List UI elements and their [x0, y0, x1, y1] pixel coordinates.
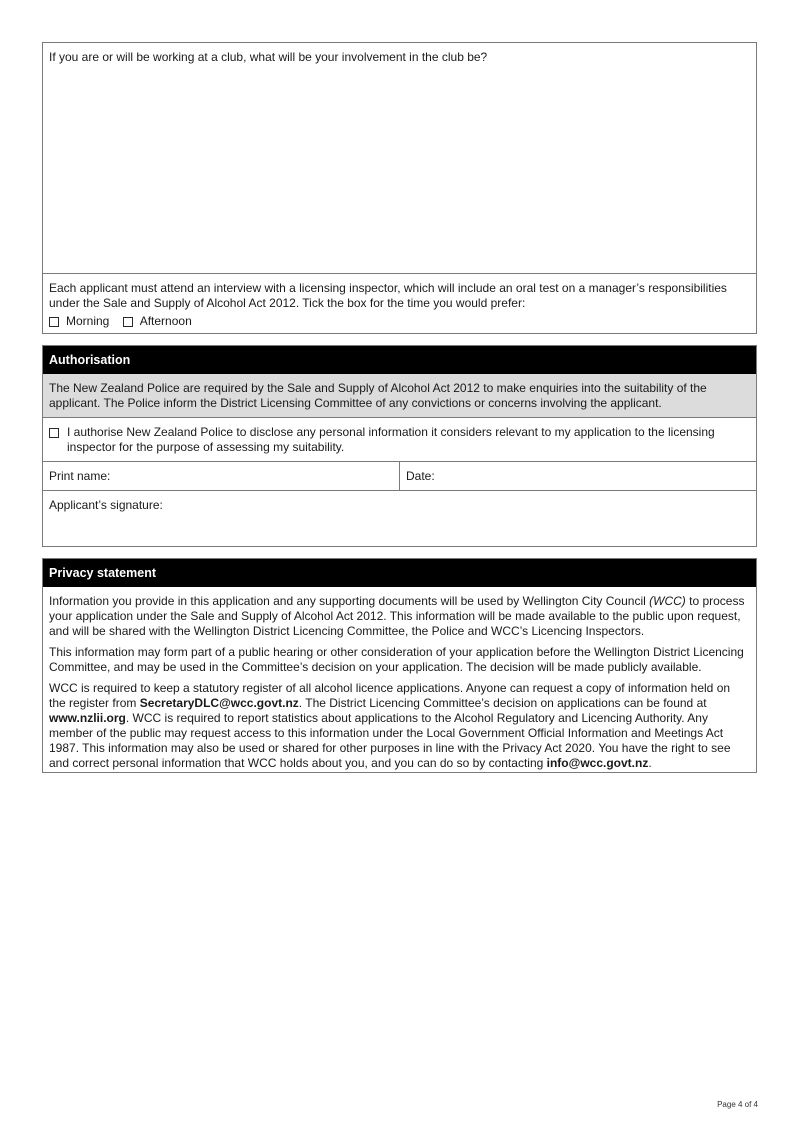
page-number: Page 4 of 4: [717, 1100, 758, 1109]
police-consent-line2: inspector for the purpose of assessing my suitability.: [67, 440, 345, 454]
authorisation-section: [42, 345, 757, 547]
club-interview-section: [42, 42, 757, 334]
date-label: Date:: [406, 469, 435, 483]
privacy-paragraph-3: WCC is required to keep a statutory register of all alcohol licence applications. Anyone can request a copy of information held on the register from SecretaryDLC@wcc.govt.nz. The District Licencing Committee’s decision on applications can be found at www.nzlii.org. WCC is required to report statistics about applications to the Alcohol Regulatory and Licencing Authority. Any member of the public may request access to this information under the Local Government Official Information and Meetings Act 1987. This information may also be used or shared for other purposes in line with the Privacy Act 2020. You have the right to see and correct personal information that WCC holds about you, and you can do so by contacting info@wcc.govt.nz.: [49, 681, 731, 770]
authorisation-title: Authorisation: [43, 346, 756, 374]
club-involvement-field[interactable]: [43, 43, 756, 273]
privacy-section: [42, 558, 757, 773]
signature-label: Applicant’s signature:: [49, 498, 163, 512]
police-consent-line1: I authorise New Zealand Police to disclose any personal information it considers relevant to my application to the licensing: [67, 425, 715, 439]
morning-checkbox[interactable]: [49, 317, 59, 327]
signature-field[interactable]: [43, 490, 756, 547]
name-date-row: [43, 461, 756, 490]
police-consent-checkbox[interactable]: [49, 428, 59, 438]
club-involvement-question: If you are or will be working at a club, what will be your involvement in the club be?: [49, 50, 488, 64]
interview-preference: [43, 273, 756, 333]
afternoon-checkbox[interactable]: [123, 317, 133, 327]
privacy-paragraph-1: Information you provide in this application and any supporting documents will be used by Wellington City Council (WCC) to process your application under the Sale and Supply of Alcohol Act 2012. This information will be made available to the public upon request, and will be shared with the Wellington District Licencing Committee, the Police and WCC’s Licencing Inspectors.: [49, 594, 745, 638]
info-email-link[interactable]: info@wcc.govt.nz: [546, 756, 649, 770]
morning-option[interactable]: [49, 314, 109, 329]
privacy-title: Privacy statement: [43, 559, 756, 587]
print-name-field[interactable]: [43, 462, 400, 490]
print-name-label: Print name:: [49, 469, 111, 483]
interview-instructions: Each applicant must attend an interview with a licensing inspector, which will include an oral test on a manager’s responsibilities under the Sale and Supply of Alcohol Act 2012. Tick the box for the time you would prefer:: [49, 281, 727, 310]
secretary-email-link[interactable]: SecretaryDLC@wcc.govt.nz: [139, 696, 299, 710]
afternoon-label: Afternoon: [139, 314, 192, 328]
morning-label: Morning: [66, 314, 110, 328]
authorisation-intro-text: The New Zealand Police are required by the Sale and Supply of Alcohol Act 2012 to make enquiries into the suitability of the applicant. The Police inform the District Licensing Committee of any convictions or concerns involving the applicant.: [49, 381, 707, 410]
date-field[interactable]: [400, 462, 756, 490]
nzlii-link[interactable]: www.nzlii.org: [49, 711, 126, 725]
afternoon-option[interactable]: [123, 314, 192, 329]
privacy-paragraph-2: This information may form part of a public hearing or other consideration of your application before the Wellington District Licencing Committee, and may be used in the Committee’s decision on your application. The decision will be made publicly available.: [49, 645, 744, 674]
authorisation-intro: [43, 374, 756, 417]
police-consent[interactable]: [43, 417, 756, 461]
